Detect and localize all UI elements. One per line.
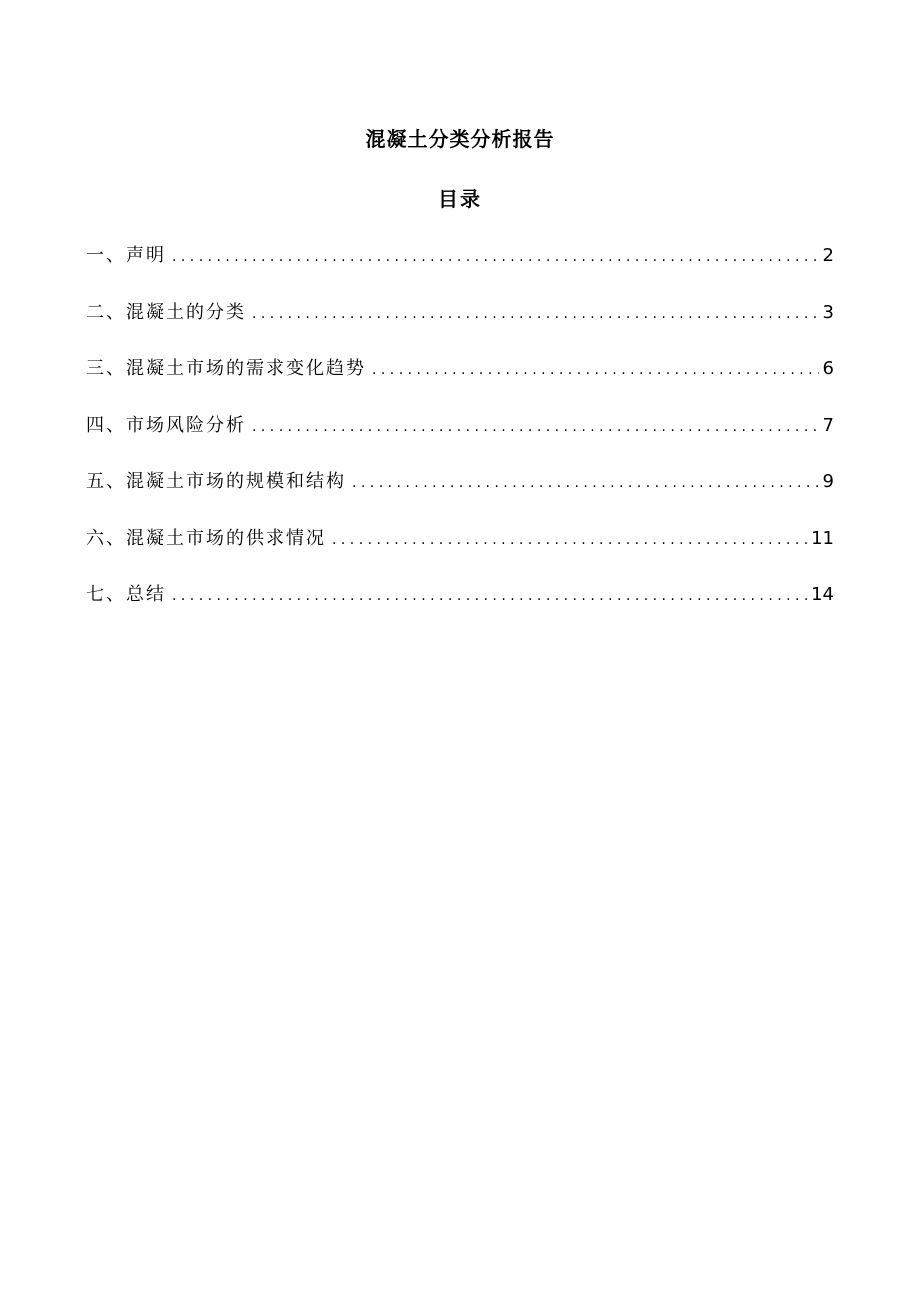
toc-entry-label: 二、混凝土的分类 xyxy=(86,301,246,323)
toc-page-number: 9 xyxy=(822,471,834,492)
toc-page-number: 6 xyxy=(822,358,834,379)
document-title: 混凝土分类分析报告 xyxy=(365,127,555,151)
table-of-contents xyxy=(86,241,834,637)
toc-entry-label: 七、总结 xyxy=(86,584,166,605)
toc-entry-label: 五、混凝土市场的规模和结构 xyxy=(86,471,346,492)
toc-entry-7[interactable] xyxy=(86,580,834,637)
toc-dot-leader xyxy=(372,355,819,385)
toc-dot-leader xyxy=(172,581,807,611)
toc-dot-leader xyxy=(332,525,807,555)
toc-dot-leader xyxy=(172,242,819,272)
toc-entry-3[interactable] xyxy=(86,354,834,411)
toc-entry-2[interactable] xyxy=(86,298,834,355)
toc-dot-leader xyxy=(252,412,819,442)
toc-dot-leader xyxy=(352,468,819,498)
toc-page-number: 7 xyxy=(822,414,834,436)
toc-page-number: 14 xyxy=(811,584,834,605)
toc-heading: 目录 xyxy=(438,187,482,211)
toc-entry-6[interactable] xyxy=(86,524,834,581)
toc-entry-1[interactable] xyxy=(86,241,834,298)
toc-entry-label: 四、市场风险分析 xyxy=(86,414,246,436)
toc-entry-label: 三、混凝土市场的需求变化趋势 xyxy=(86,358,366,379)
toc-page-number: 2 xyxy=(822,245,834,266)
toc-entry-label: 六、混凝土市场的供求情况 xyxy=(86,527,326,549)
toc-dot-leader xyxy=(252,299,819,329)
toc-page-number: 11 xyxy=(811,527,834,549)
toc-entry-4[interactable] xyxy=(86,411,834,468)
toc-entry-label: 一、声明 xyxy=(86,245,166,266)
toc-page-number: 3 xyxy=(822,301,834,323)
toc-entry-5[interactable] xyxy=(86,467,834,524)
